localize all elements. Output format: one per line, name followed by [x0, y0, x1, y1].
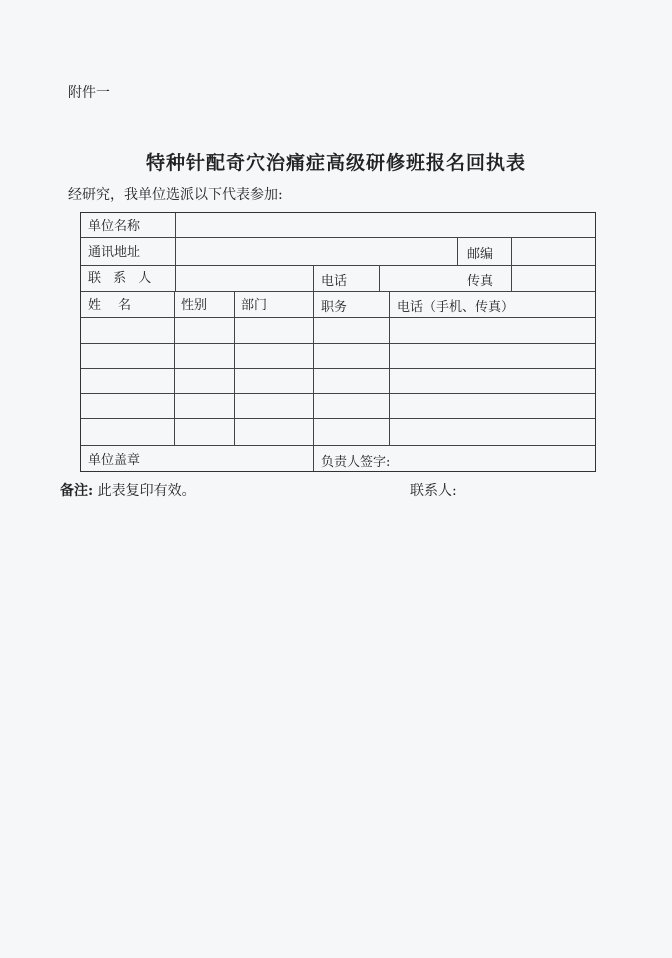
col-line	[234, 291, 235, 445]
contact-person-label: 联 系 人	[88, 271, 156, 286]
unit-name-label: 单位名称	[88, 219, 141, 234]
row-line	[81, 237, 595, 238]
fax-label: 传真	[467, 274, 494, 289]
col-header-position: 职务	[321, 300, 348, 315]
row-line	[81, 265, 595, 266]
col-header-gender: 性别	[181, 298, 208, 313]
registration-form-table	[80, 212, 596, 472]
seal-label: 单位盖章	[88, 453, 141, 468]
col-line	[389, 291, 390, 445]
attachment-label: 附件一	[68, 85, 110, 101]
row-line	[81, 445, 595, 446]
postcode-label: 邮编	[467, 247, 494, 262]
row-line	[81, 418, 595, 419]
signature-label: 负责人签字:	[321, 455, 391, 470]
col-line	[175, 213, 176, 291]
col-header-name: 姓 名	[88, 298, 134, 313]
intro-text: 经研究，我单位选派以下代表参加:	[68, 187, 283, 203]
row-line	[81, 317, 595, 318]
col-header-department: 部门	[241, 298, 268, 313]
phone-label: 电话	[321, 274, 348, 289]
row-line	[81, 343, 595, 344]
note-text: 此表复印有效。	[97, 483, 196, 499]
footnote	[60, 480, 196, 500]
row-line	[81, 393, 595, 394]
note-label: 备注:	[60, 483, 94, 499]
col-line	[379, 265, 380, 291]
col-line	[313, 265, 314, 291]
form-title: 特种针配奇穴治痛症高级研修班报名回执表	[145, 152, 526, 174]
col-header-phone: 电话（手机、传真）	[397, 300, 515, 315]
col-line	[511, 237, 512, 291]
col-line	[313, 291, 314, 471]
col-line	[457, 237, 458, 265]
address-label: 通讯地址	[88, 245, 141, 260]
col-line	[174, 291, 175, 445]
footer-contact-label: 联系人:	[410, 483, 457, 499]
row-line	[81, 291, 595, 292]
row-line	[81, 368, 595, 369]
